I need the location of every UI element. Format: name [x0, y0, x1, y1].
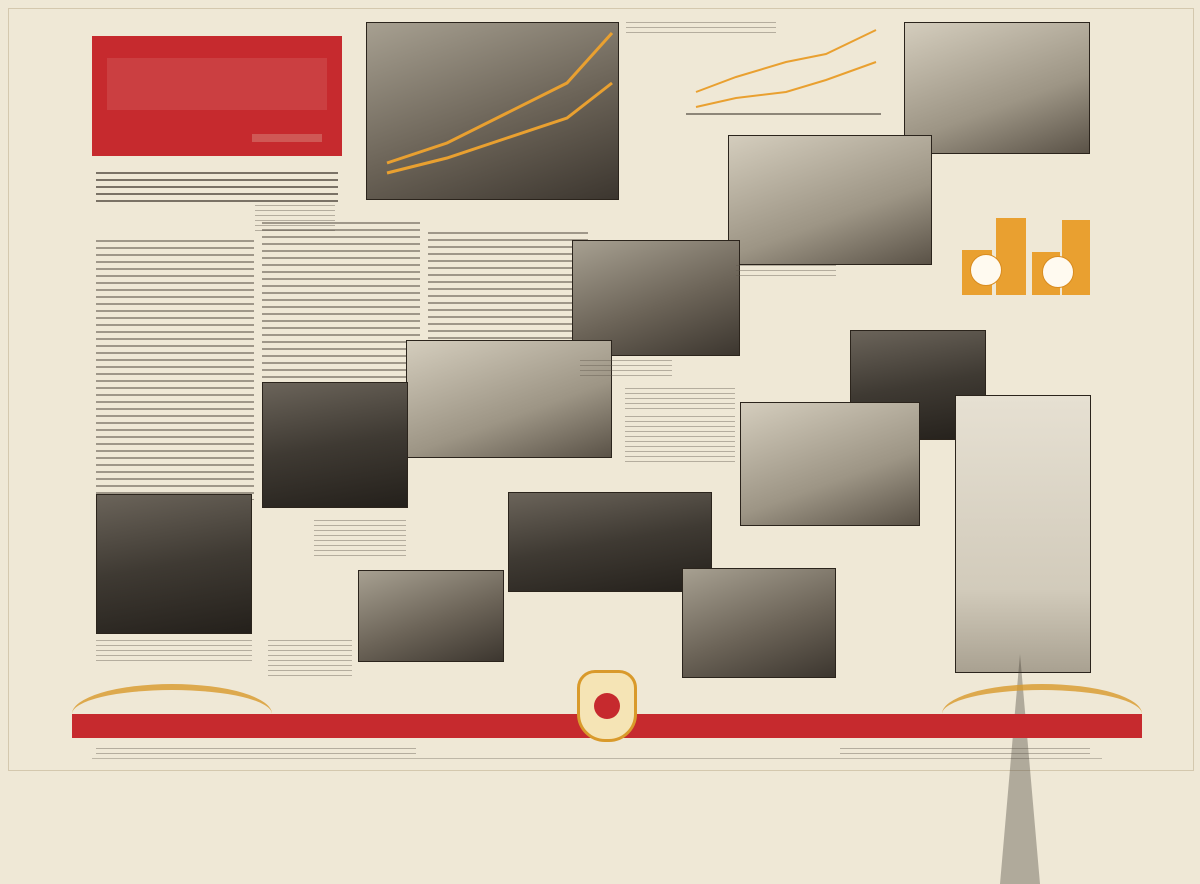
imprint-left	[96, 748, 416, 754]
masthead-title-area	[107, 58, 327, 110]
headline-area	[96, 172, 338, 202]
hammer-and-sickle-icon	[577, 670, 637, 742]
cadres-line-chart	[626, 22, 886, 122]
emblem-core	[594, 693, 620, 719]
wheat-wreath-icon	[942, 684, 1142, 744]
photo-windmill	[955, 395, 1091, 673]
photo-tractor-plough	[406, 340, 612, 458]
yield-table-title	[625, 388, 735, 410]
photo-tractors-chart-overlay	[366, 22, 619, 200]
photo-mts-workshop	[728, 135, 932, 265]
caption	[314, 520, 406, 556]
photo-field-work	[572, 240, 740, 356]
value-circle	[1042, 256, 1074, 288]
photo-grain-sacks	[262, 382, 408, 508]
yield-table	[625, 388, 735, 468]
caption	[96, 640, 252, 664]
article-column-1	[96, 240, 254, 500]
windmill-tower	[1000, 424, 1040, 884]
footer-rule	[92, 758, 1102, 759]
caption	[580, 360, 672, 378]
imprint-right	[840, 748, 1090, 754]
bar-1953	[996, 218, 1026, 295]
article-column-3	[428, 232, 588, 342]
photo-meeting	[96, 494, 252, 634]
photo-hotbed	[740, 402, 920, 526]
income-bar-charts	[962, 190, 1092, 295]
caption	[736, 265, 836, 277]
photo-seed-drills	[358, 570, 504, 662]
value-circle	[970, 254, 1002, 286]
footer-banner	[72, 664, 1142, 756]
masthead	[92, 36, 342, 156]
yield-table-rows	[625, 416, 735, 466]
growth-chart-overlay	[367, 23, 620, 201]
issue-date-area	[252, 134, 322, 142]
photo-tractor-drivers	[682, 568, 836, 678]
wheat-wreath-icon	[72, 684, 272, 744]
cadres-chart	[626, 22, 886, 122]
article-column-2	[262, 222, 420, 390]
